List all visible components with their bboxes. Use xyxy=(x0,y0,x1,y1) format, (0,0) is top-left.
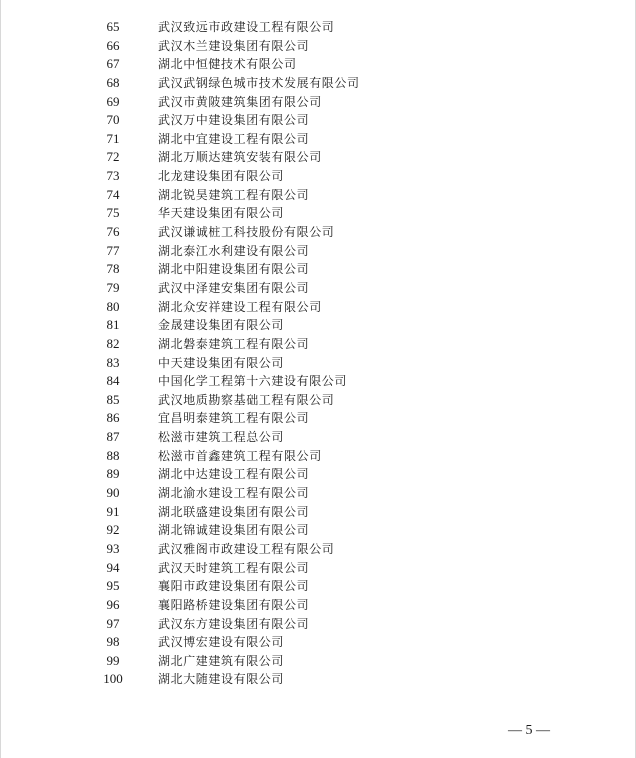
company-name: 湖北众安祥建设工程有限公司 xyxy=(158,299,322,314)
list-item xyxy=(1,186,636,205)
list-item xyxy=(1,167,636,186)
company-name: 湖北广建建筑有限公司 xyxy=(158,653,285,668)
list-item xyxy=(1,428,636,447)
entry-number: 77 xyxy=(106,242,120,258)
company-name: 湖北锐昊建筑工程有限公司 xyxy=(158,187,310,202)
list-item xyxy=(1,615,636,634)
company-name: 湖北中达建设工程有限公司 xyxy=(158,467,310,482)
entry-number: 67 xyxy=(106,56,120,72)
entry-number: 69 xyxy=(106,93,120,109)
list-item xyxy=(1,372,636,391)
entry-number: 83 xyxy=(106,354,120,370)
list-item xyxy=(1,298,636,317)
list-item xyxy=(1,93,636,112)
list-item xyxy=(1,260,636,279)
list-item xyxy=(1,465,636,484)
list-item xyxy=(1,148,636,167)
entry-number: 70 xyxy=(106,112,120,128)
list-item xyxy=(1,130,636,149)
company-name: 湖北联盛建设集团有限公司 xyxy=(158,504,310,519)
company-name: 湖北中阳建设集团有限公司 xyxy=(158,262,310,277)
list-item xyxy=(1,18,636,37)
list-item xyxy=(1,559,636,578)
list-item xyxy=(1,37,636,56)
entry-number: 98 xyxy=(106,634,120,650)
list-item xyxy=(1,447,636,466)
list-item xyxy=(1,316,636,335)
entry-number: 97 xyxy=(106,615,120,631)
company-name: 松滋市首鑫建筑工程有限公司 xyxy=(158,448,322,463)
list-item xyxy=(1,111,636,130)
list-item xyxy=(1,540,636,559)
company-name: 松滋市建筑工程总公司 xyxy=(158,430,285,445)
entry-number: 75 xyxy=(106,205,120,221)
list-item xyxy=(1,521,636,540)
entry-number: 92 xyxy=(106,522,120,538)
entry-number: 100 xyxy=(103,671,123,687)
entry-number: 88 xyxy=(106,447,120,463)
list-item xyxy=(1,633,636,652)
list-item xyxy=(1,577,636,596)
list-item xyxy=(1,391,636,410)
list-item xyxy=(1,279,636,298)
entry-number: 68 xyxy=(106,74,120,90)
entry-number: 86 xyxy=(106,410,120,426)
entry-number: 96 xyxy=(106,596,120,612)
company-name: 湖北渝水建设工程有限公司 xyxy=(158,486,310,501)
entry-number: 99 xyxy=(106,652,120,668)
company-name: 襄阳路桥建设集团有限公司 xyxy=(158,597,310,612)
list-item xyxy=(1,670,636,689)
company-name: 湖北磐泰建筑工程有限公司 xyxy=(158,336,310,351)
entry-number: 93 xyxy=(106,540,120,556)
company-name: 湖北中恒健技术有限公司 xyxy=(158,57,297,72)
company-name: 北龙建设集团有限公司 xyxy=(158,169,285,184)
list-item xyxy=(1,503,636,522)
company-name: 武汉地质勘察基础工程有限公司 xyxy=(158,392,335,407)
entry-number: 90 xyxy=(106,485,120,501)
company-name: 湖北泰江水利建设有限公司 xyxy=(158,243,310,258)
company-name: 武汉博宏建设有限公司 xyxy=(158,635,285,650)
list-item xyxy=(1,409,636,428)
company-name: 武汉中泽建安集团有限公司 xyxy=(158,280,310,295)
company-name: 武汉万中建设集团有限公司 xyxy=(158,113,310,128)
entry-number: 76 xyxy=(106,224,120,240)
entry-number: 78 xyxy=(106,261,120,277)
entry-number: 94 xyxy=(106,559,120,575)
entry-number: 85 xyxy=(106,391,120,407)
list-item xyxy=(1,74,636,93)
entry-number: 91 xyxy=(106,503,120,519)
list-item xyxy=(1,204,636,223)
company-name: 中天建设集团有限公司 xyxy=(158,355,285,370)
company-name: 武汉致远市政建设工程有限公司 xyxy=(158,20,335,34)
page-number: — 5 — xyxy=(508,723,550,738)
entry-number: 89 xyxy=(106,466,120,482)
entry-number: 82 xyxy=(106,335,120,351)
entry-number: 87 xyxy=(106,429,120,445)
company-name: 武汉天时建筑工程有限公司 xyxy=(158,560,310,575)
entry-number: 73 xyxy=(106,168,120,184)
entry-number: 72 xyxy=(106,149,120,165)
company-name: 金晟建设集团有限公司 xyxy=(158,318,285,333)
company-name: 武汉谦诚桩工科技股份有限公司 xyxy=(158,225,335,240)
entry-number: 80 xyxy=(106,298,120,314)
list-item xyxy=(1,242,636,261)
company-name: 武汉市黄陂建筑集团有限公司 xyxy=(158,94,322,109)
entry-number: 74 xyxy=(106,186,120,202)
company-name: 湖北中宜建设工程有限公司 xyxy=(158,131,310,146)
company-name: 华天建设集团有限公司 xyxy=(158,206,285,221)
list-item xyxy=(1,223,636,242)
company-name: 武汉雅阁市政建设工程有限公司 xyxy=(158,541,335,556)
list-item xyxy=(1,55,636,74)
list-item xyxy=(1,354,636,373)
list-item xyxy=(1,596,636,615)
company-name: 中国化学工程第十六建设有限公司 xyxy=(158,374,348,389)
entry-number: 95 xyxy=(106,578,120,594)
company-name: 湖北大随建设有限公司 xyxy=(158,672,285,687)
company-name: 武汉武钢绿色城市技术发展有限公司 xyxy=(158,75,360,90)
list-item xyxy=(1,335,636,354)
entry-number: 81 xyxy=(106,317,120,333)
list-item xyxy=(1,484,636,503)
entry-number: 71 xyxy=(106,130,120,146)
company-name: 襄阳市政建设集团有限公司 xyxy=(158,579,310,594)
company-name: 湖北万顺达建筑安装有限公司 xyxy=(158,150,322,165)
entry-number: 65 xyxy=(106,19,120,34)
company-name: 武汉东方建设集团有限公司 xyxy=(158,616,310,631)
list-item xyxy=(1,652,636,671)
company-name: 宜昌明泰建筑工程有限公司 xyxy=(158,411,310,426)
company-name: 武汉木兰建设集团有限公司 xyxy=(158,38,310,53)
company-list xyxy=(1,18,636,689)
company-name: 湖北锦诚建设集团有限公司 xyxy=(158,523,310,538)
entry-number: 66 xyxy=(106,37,120,53)
entry-number: 84 xyxy=(106,373,120,389)
entry-number: 79 xyxy=(106,279,120,295)
